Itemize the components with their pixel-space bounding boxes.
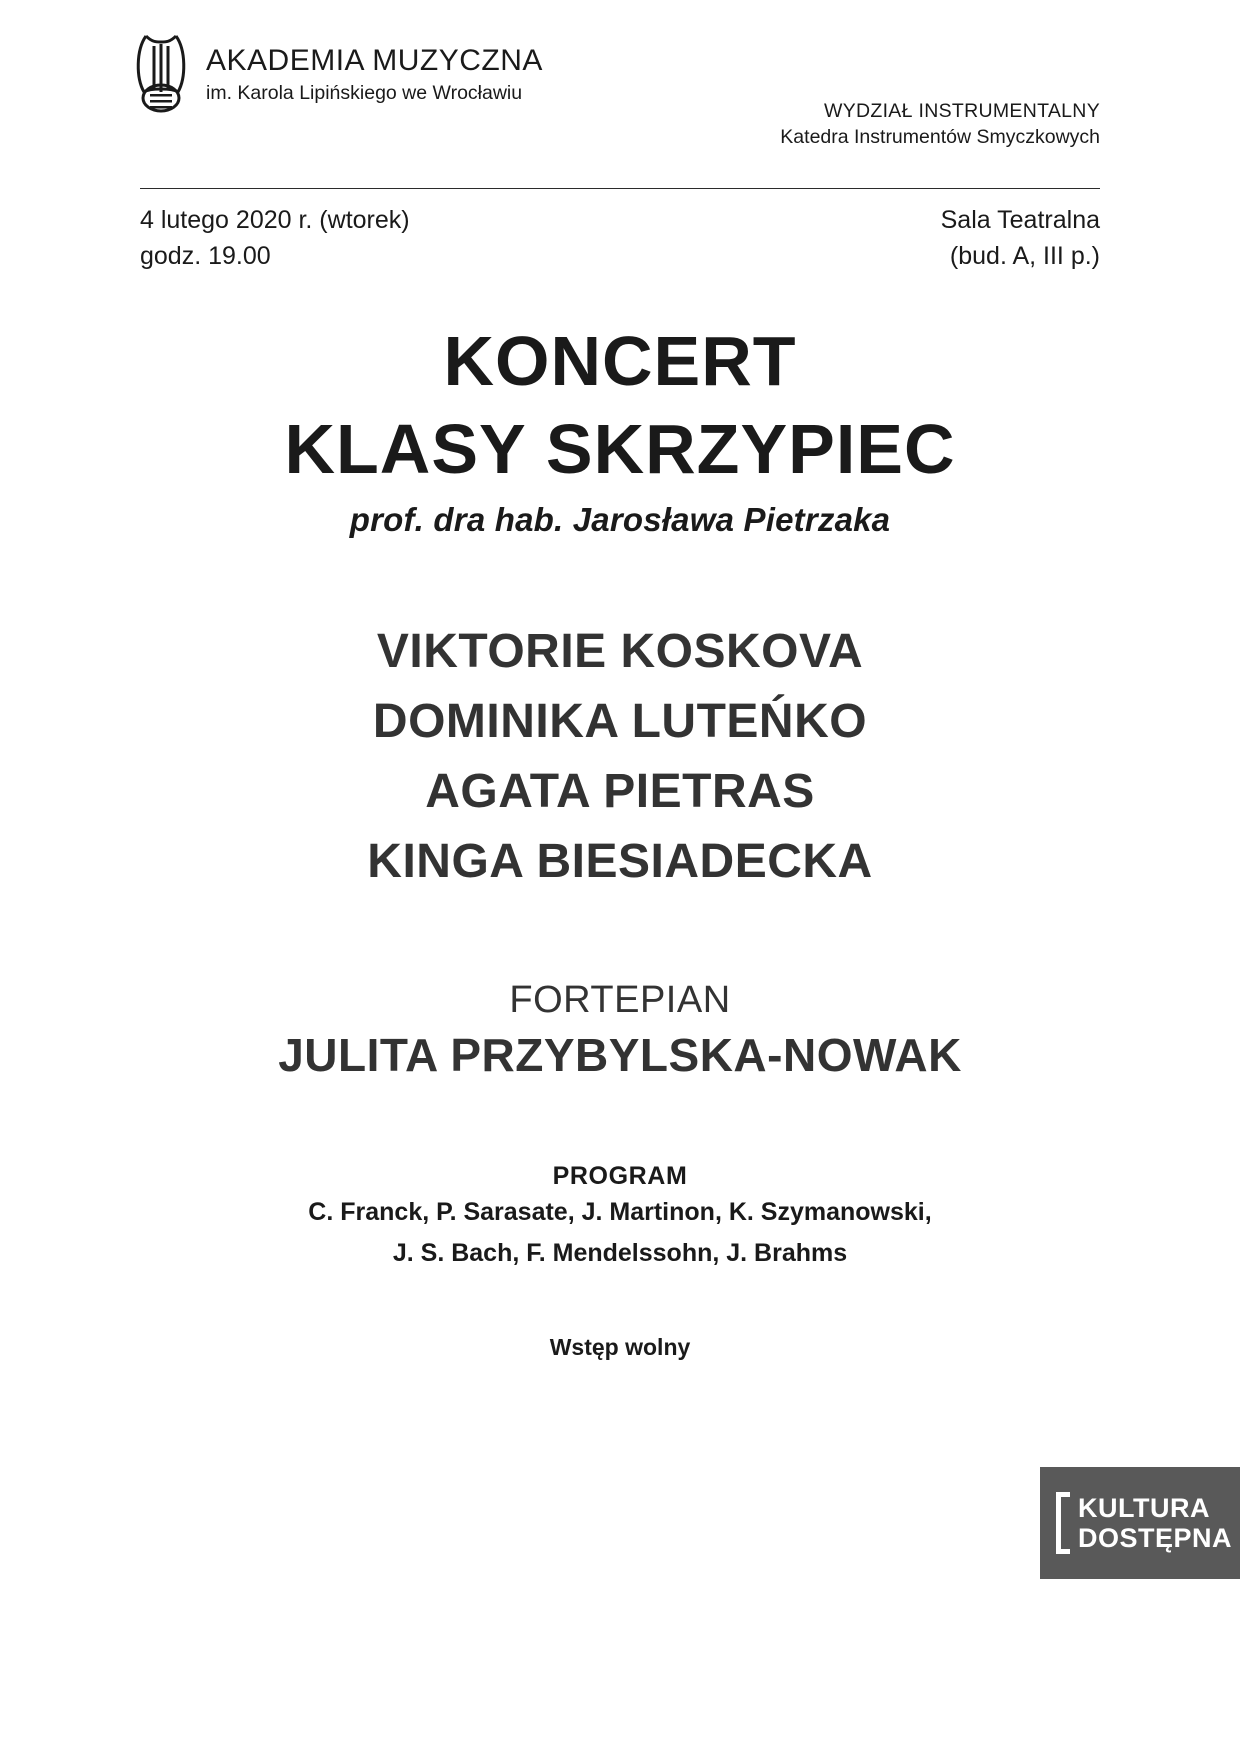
department-name: Katedra Instrumentów Smyczkowych	[780, 126, 1100, 149]
performer-name: DOMINIKA LUTEŃKO	[372, 694, 868, 748]
kultura-dostepna-badge	[1040, 1467, 1240, 1579]
title-line-2: KLASY SKRZYPIEC	[284, 410, 956, 489]
badge-text	[1078, 1492, 1233, 1553]
performer-name: VIKTORIE KOSKOVA	[376, 624, 864, 678]
venue-detail: (bud. A, III p.)	[949, 241, 1100, 270]
academy-logo	[130, 30, 543, 116]
academy-logo-text	[206, 30, 543, 105]
faculty-block	[780, 98, 1100, 151]
program-heading: PROGRAM	[552, 1162, 688, 1191]
event-venue	[941, 203, 1100, 274]
header-divider	[140, 188, 1100, 189]
academy-name: AKADEMIA MUZYCZNA	[206, 44, 543, 77]
piano-section	[140, 979, 1100, 1082]
performer-name: KINGA BIESIADECKA	[367, 835, 873, 889]
venue-name: Sala Teatralna	[940, 206, 1100, 234]
event-datetime	[140, 203, 410, 274]
program-section	[140, 1162, 1100, 1272]
event-info-row	[140, 203, 1100, 274]
pianist-name: JULITA PRZYBYLSKA-NOWAK	[278, 1029, 962, 1082]
faculty-name: WYDZIAŁ INSTRUMENTALNY	[823, 100, 1100, 122]
performer-name: AGATA PIETRAS	[425, 764, 815, 818]
program-composers-line-1: C. Franck, P. Sarasate, J. Martinon, K. Szymanowski,	[308, 1198, 932, 1227]
badge-line-1: KULTURA	[1078, 1492, 1210, 1523]
program-composers-line-2: J. S. Bach, F. Mendelssohn, J. Brahms	[392, 1238, 848, 1267]
title-subtitle: prof. dra hab. Jarosława Pietrzaka	[349, 500, 891, 538]
poster-title	[140, 322, 1100, 539]
performers-list	[140, 617, 1100, 897]
piano-label: FORTEPIAN	[509, 979, 731, 1022]
title-line-1: KONCERT	[443, 322, 797, 400]
badge-line-2: DOSTĘPNA	[1078, 1522, 1233, 1553]
event-date: 4 lutego 2020 r. (wtorek)	[140, 206, 410, 234]
poster-header	[140, 0, 1100, 170]
academy-subtitle: im. Karola Lipińskiego we Wrocławiu	[206, 82, 523, 104]
event-time: godz. 19.00	[140, 241, 271, 270]
lyre-icon	[130, 30, 192, 116]
admission-note: Wstęp wolny	[549, 1334, 691, 1361]
bracket-icon	[1056, 1492, 1070, 1554]
